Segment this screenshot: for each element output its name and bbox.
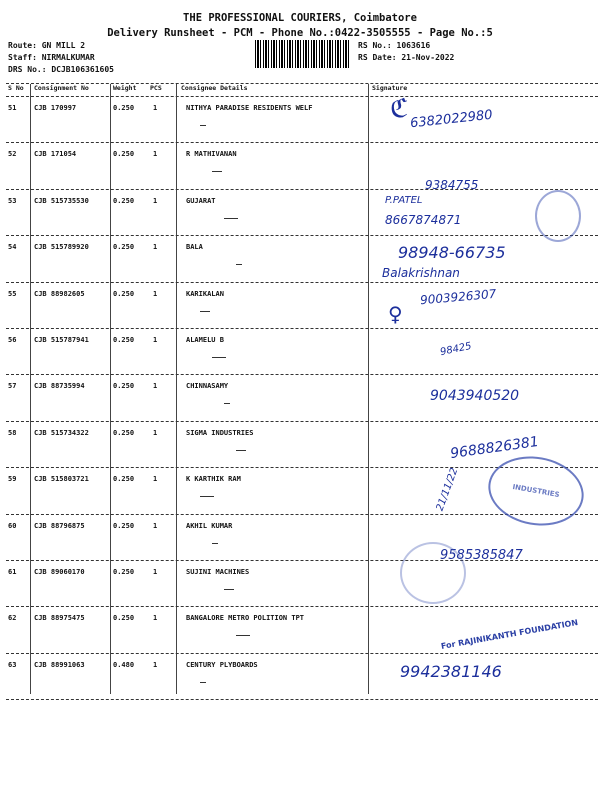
row-consignment: CJB 515734322 [34, 428, 89, 437]
row-sno: 53 [8, 196, 17, 205]
row-consignment: CJB 88735994 [34, 382, 85, 391]
handwritten-note: 6382022980 [409, 107, 494, 132]
address-mark [236, 632, 250, 636]
row-separator [6, 606, 598, 607]
row-consignment: CJB 170997 [34, 104, 77, 112]
row-sno: 54 [8, 243, 17, 252]
round-stamp [535, 190, 581, 242]
row-weight: 0.250 [113, 243, 135, 252]
address-mark [200, 679, 206, 683]
row-sno: 56 [8, 336, 17, 344]
row-sno: 51 [8, 104, 17, 112]
row-sno: 58 [8, 428, 17, 437]
row-consignment: CJB 515789920 [34, 243, 89, 252]
col-sno: S No [8, 84, 24, 92]
page-subtitle: Delivery Runsheet - PCM - Phone No.:0422-3505555 - Page No.:5 [107, 27, 493, 39]
col-pcs: PCS [150, 84, 162, 92]
industries-stamp [483, 449, 589, 533]
row-consignee: ALAMELU B [186, 336, 224, 344]
handwritten-note: P.PATEL [385, 195, 423, 206]
row-separator [6, 699, 598, 700]
row-separator [6, 142, 598, 143]
handwritten-note: 8667874871 [385, 213, 462, 227]
col-signature: Signature [372, 84, 408, 92]
address-mark [200, 493, 214, 497]
row-separator [6, 328, 598, 329]
col-divider [30, 84, 31, 694]
handwritten-note: 9043940520 [430, 388, 520, 404]
col-weight: Weight [113, 84, 137, 92]
row-separator [6, 235, 598, 236]
row-sno: 57 [8, 382, 17, 391]
row-weight: 0.480 [113, 660, 135, 669]
row-consignment: CJB 88991063 [34, 660, 85, 669]
address-mark [224, 400, 230, 404]
col-divider [176, 84, 177, 694]
handwritten-note: 9942381146 [400, 662, 502, 681]
row-sno: 60 [8, 521, 17, 530]
row-consignee: R MATHIVANAN [186, 150, 237, 159]
row-consignment: CJB 171054 [34, 150, 77, 159]
row-consignee: CENTURY PLYBOARDS [186, 660, 258, 669]
row-separator [6, 421, 598, 422]
round-stamp [400, 542, 466, 604]
row-consignment: CJB 88796875 [34, 521, 85, 530]
row-consignment: CJB 515803721 [34, 475, 89, 484]
address-mark [200, 308, 210, 312]
row-consignee: BANGALORE METRO POLITION TPT [186, 614, 305, 623]
handwritten-note: 9585385847 [440, 548, 523, 563]
row-weight: 0.250 [113, 150, 135, 159]
handwritten-note: 9384755 [425, 178, 479, 192]
row-pcs: 1 [153, 382, 158, 391]
row-consignment: CJB 88982605 [34, 289, 85, 298]
handwritten-note: 9688826381 [449, 433, 540, 463]
row-weight: 0.250 [113, 336, 135, 344]
row-consignee: NITHYA PARADISE RESIDENTS WELF [186, 104, 313, 112]
row-pcs: 1 [153, 521, 158, 530]
drs-label: DRS No.: DCJB106361605 [8, 65, 114, 74]
row-pcs: 1 [153, 614, 158, 623]
row-consignee: KARIKALAN [186, 289, 224, 298]
row-consignment: CJB 89060170 [34, 568, 85, 576]
row-pcs: 1 [153, 243, 158, 252]
row-weight: 0.250 [113, 614, 135, 623]
row-sno: 59 [8, 475, 17, 484]
row-consignment: CJB 88975475 [34, 614, 85, 623]
row-sno: 61 [8, 568, 17, 576]
row-separator [6, 189, 598, 190]
handwritten-initials: ℭ [390, 94, 409, 124]
row-pcs: 1 [153, 336, 158, 344]
handwritten-note: 9003926307 [419, 286, 497, 308]
rs-number: RS No.: 1063616 [358, 41, 431, 50]
row-weight: 0.250 [113, 104, 135, 112]
row-weight: 0.250 [113, 475, 135, 484]
row-sno: 63 [8, 660, 17, 669]
row-pcs: 1 [153, 150, 158, 159]
row-weight: 0.250 [113, 568, 135, 576]
row-separator [6, 374, 598, 375]
row-weight: 0.250 [113, 196, 135, 205]
row-weight: 0.250 [113, 382, 135, 391]
col-consignee: Consignee Details [181, 84, 248, 92]
route-label: Route: GN MILL 2 [8, 41, 86, 50]
address-mark [212, 168, 222, 172]
header-bottom-rule [6, 96, 598, 97]
row-consignee: K KARTHIK RAM [186, 475, 241, 484]
foundation-stamp: For RAJINIKANTH FOUNDATION [440, 618, 579, 651]
handwritten-note: Balakrishnan [382, 266, 460, 280]
barcode [255, 40, 350, 68]
address-mark [236, 447, 246, 451]
row-separator [6, 653, 598, 654]
page-title: THE PROFESSIONAL COURIERS, Coimbatore [183, 12, 417, 24]
row-pcs: 1 [153, 428, 158, 437]
row-pcs: 1 [153, 104, 158, 112]
handwritten-note: 21/11/22 [434, 466, 461, 513]
row-pcs: 1 [153, 289, 158, 298]
stamp-text: INDUSTRIES [511, 482, 561, 500]
address-mark [224, 586, 234, 590]
handwritten-initials: ♀ [388, 302, 403, 326]
handwritten-note: 98425 [439, 340, 473, 359]
row-consignee: AKHIL KUMAR [186, 521, 233, 530]
address-mark [212, 354, 226, 358]
row-consignee: BALA [186, 243, 203, 252]
row-consignment: CJB 515735530 [34, 196, 89, 205]
address-mark [224, 215, 238, 219]
staff-label: Staff: NIRMALKUMAR [8, 53, 95, 62]
address-mark [236, 261, 242, 265]
col-divider [368, 84, 369, 694]
row-consignee: GUJARAT [186, 196, 216, 205]
row-separator [6, 282, 598, 283]
address-mark [212, 540, 218, 544]
row-pcs: 1 [153, 475, 158, 484]
col-consignment: Consignment No [34, 84, 89, 92]
row-consignee: SIGMA INDUSTRIES [186, 428, 254, 437]
row-weight: 0.250 [113, 289, 135, 298]
row-pcs: 1 [153, 196, 158, 205]
row-sno: 62 [8, 614, 17, 623]
row-pcs: 1 [153, 660, 158, 669]
header-top-rule [6, 83, 598, 84]
handwritten-note: 98948-66735 [398, 243, 506, 262]
row-sno: 52 [8, 150, 17, 159]
row-consignee: SUJINI MACHINES [186, 568, 250, 576]
row-pcs: 1 [153, 568, 158, 576]
row-consignment: CJB 515787941 [34, 336, 89, 344]
row-weight: 0.250 [113, 428, 135, 437]
row-sno: 55 [8, 289, 17, 298]
row-weight: 0.250 [113, 521, 135, 530]
address-mark [200, 122, 206, 126]
rs-date: RS Date: 21-Nov-2022 [358, 53, 455, 62]
col-divider [110, 84, 111, 694]
row-consignee: CHINNASAMY [186, 382, 229, 391]
